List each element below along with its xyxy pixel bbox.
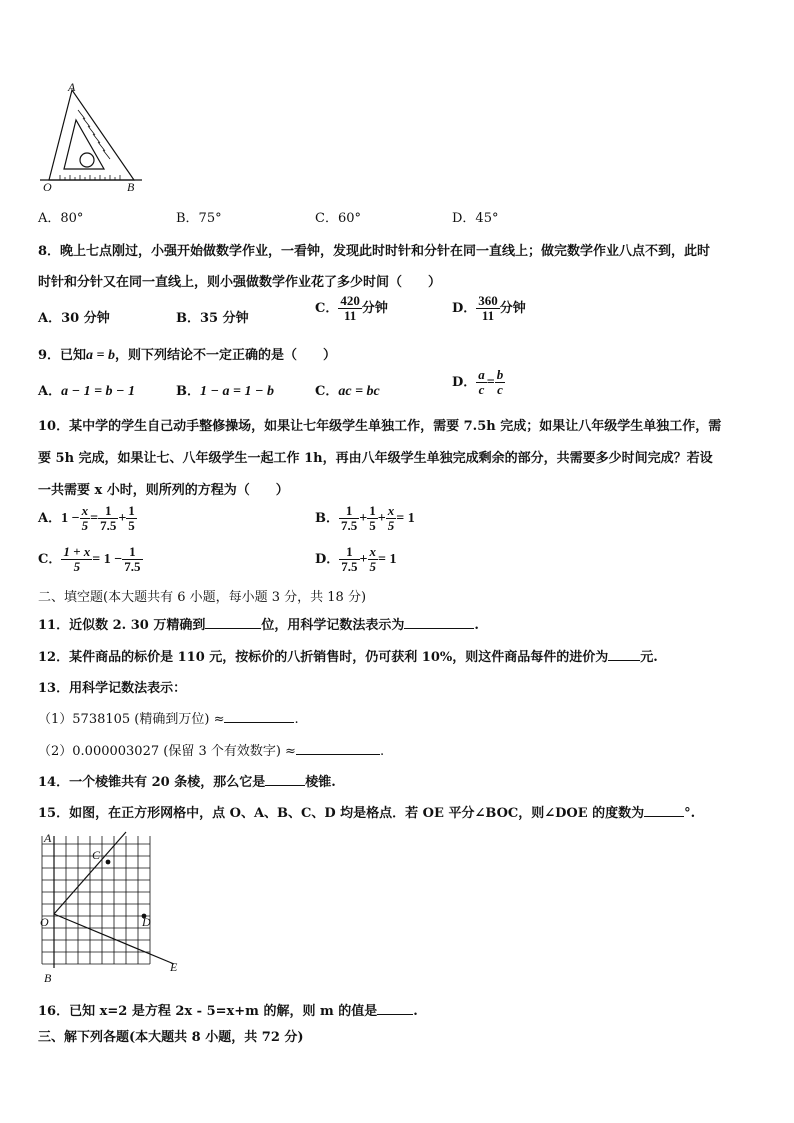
grid-label-b: B <box>44 971 52 985</box>
grid-label-o: O <box>40 915 49 929</box>
q10-stem-line1: 10．某中学的学生自己动手整修操场，如果让七年级学生单独工作，需要 7.5h 完成；如果让八年级学生单独工作，需 <box>38 419 722 434</box>
q12: 12．某件商品的标价是 110 元，按标价的八折销售时，仍可获利 10%，则这件商品每件的进价为 元. <box>38 650 658 665</box>
label-o: O <box>43 180 52 192</box>
q9-option-a: A．a − 1 = b − 1 <box>38 384 136 399</box>
grid-label-a: A <box>44 831 52 845</box>
set-square-figure <box>38 80 148 192</box>
q7-option-d: D．45° <box>452 211 499 226</box>
q8-option-a: A．30 分钟 <box>38 311 110 326</box>
q15: 15．如图，在正方形网格中，点 O、A、B、C、D 均是格点．若 OE 平分∠BOC，则∠DOE 的度数为 °. <box>38 806 696 821</box>
q7-option-a: A．80° <box>38 211 84 226</box>
q13-part1: （1）5738105 (精确到万位) ≈ . <box>38 712 299 727</box>
q10-stem-line2: 要 5h 完成，如果让七、八年级学生一起工作 1h，再由八年级学生单独完成剩余的部分，共需要多少时间完成？若设 <box>38 451 713 466</box>
q10-option-c: C． $\frac{1 + x}{5}$ = 1 − $\frac{1}{7.5}$ <box>38 544 141 574</box>
q8-stem-line2: 时针和分针又在同一直线上，则小强做数学作业花了多少时间（ ） <box>38 275 442 290</box>
q8-option-c: C． $\frac{420}{11}$ 分钟 <box>315 293 388 323</box>
q10-option-b: B． $\frac{1}{7.5}$ + $\frac{1}{5}$ + $\frac{x}{5}$ = 1 <box>315 503 415 533</box>
triangle-outer <box>49 90 134 180</box>
q8-option-d: D． $\frac{360}{11}$ 分钟 <box>452 293 526 323</box>
q10-stem-line3: 一共需要 x 小时，则所列的方程为（ ） <box>38 483 289 498</box>
triangle-hole <box>80 153 94 167</box>
q9-option-b: B．1 − a = 1 − b <box>176 384 274 399</box>
q10-option-d: D． $\frac{1}{7.5}$ + $\frac{x}{5}$ = 1 <box>315 544 397 574</box>
grid-label-e: E <box>170 960 178 974</box>
section-2-heading: 二、填空题(本大题共有 6 小题，每小题 3 分，共 18 分) <box>38 590 367 605</box>
section-3-heading: 三、解下列各题(本大题共 8 小题，共 72 分) <box>38 1030 304 1045</box>
grid-label-c: C <box>92 848 101 862</box>
q16: 16．已知 x=2 是方程 2x - 5=x+m 的解，则 m 的值是 . <box>38 1004 418 1019</box>
q9-option-c: C．ac = bc <box>315 384 380 399</box>
q9-option-d: D． $\frac{a}{c}$ = $\frac{b}{c}$ <box>452 367 504 397</box>
grid-figure <box>36 830 184 986</box>
q7-option-b: B．75° <box>176 211 222 226</box>
q11: 11．近似数 2. 30 万精确到 位，用科学记数法表示为 . <box>38 618 479 633</box>
q14: 14．一个棱锥共有 20 条棱，那么它是 棱锥. <box>38 775 336 790</box>
q9-stem: 9．已知a = b，则下列结论不一定正确的是（ ） <box>38 348 337 363</box>
q8-option-b: B．35 分钟 <box>176 311 249 326</box>
label-a: A <box>68 80 76 94</box>
grid-label-d: D <box>142 915 151 929</box>
q13-part2: （2）0.000003027 (保留 3 个有效数字) ≈ . <box>38 744 385 759</box>
q7-option-c: C．60° <box>315 211 361 226</box>
q13-stem: 13．用科学记数法表示： <box>38 681 187 696</box>
q8-stem-line1: 8．晚上七点刚过，小强开始做数学作业，一看钟，发现此时时针和分针在同一直线上；做完数学作业八点不到，此时 <box>38 244 711 259</box>
q10-option-a: A．1 − $\frac{x}{5}$ = $\frac{1}{7.5}$ + $\frac{1}{5}$ <box>38 503 135 533</box>
label-b: B <box>127 180 135 192</box>
point-c <box>106 860 111 865</box>
